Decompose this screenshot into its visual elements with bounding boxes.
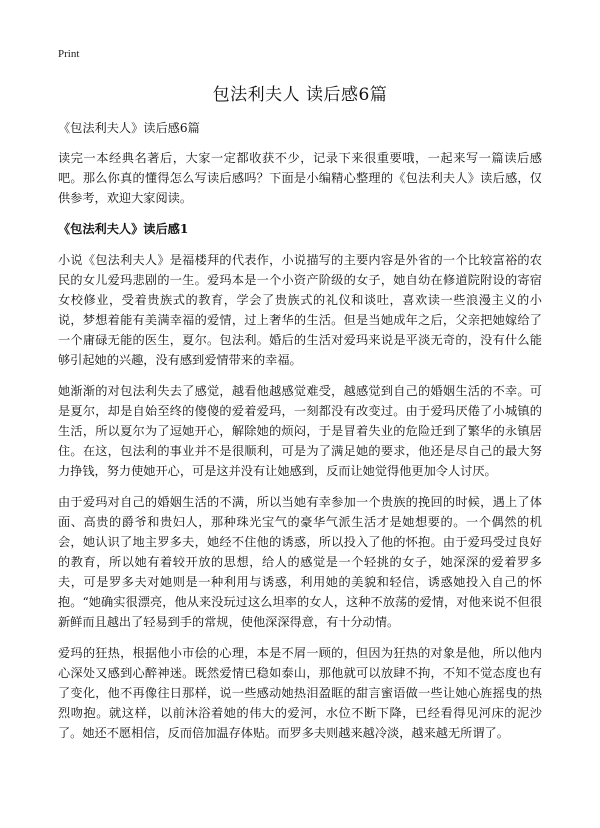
body-paragraph-3: 由于爱玛对自己的婚姻生活的不满，所以当她有幸参加一个贵族的挽回的时候，遇上了体面、高贵的爵爷和贵妇人，那种珠光宝气的豪华气派生活才是她想要的。一个偶然的机会，她认识了地主罗多夫，她经不住他的诱惑，所以投入了他的怀抱。由于爱玛受过良好的教育，所以她有着较开放的思想，给人的感觉是一个轻挑的女子，她深深的爱着罗多夫，可是罗多夫对她则是一种利用与诱惑，利用她的美貌和轻信，诱惑她投入自己的怀抱。“她确实很漂亮，他从来没玩过这么坦率的女人，这种不放荡的爱情，对他来说不但很新鲜而且越出了轻易到手的常规，使他深深得意，有十分动情。 (58, 495, 542, 629)
article-body (58, 118, 542, 754)
body-paragraph-2: 她渐渐的对包法利失去了感觉，越看他越感觉难受，越感觉到自己的婚姻生活的不幸。可是夏尔，却是自始至终的傻傻的爱着爱玛，一刻都没有改变过。由于爱玛厌倦了小城镇的生活，所以夏尔为了逗她开心，解除她的烦闷，于是冒着失业的危险迁到了繁华的永镇居住。在这，包法利的事业并不是很顺利，可是为了满足她的要求，他还是尽自己的最大努力挣钱，努力使她开心，可是这并没有让她感到，反而让她觉得他更加令人讨厌。 (58, 384, 542, 478)
body-paragraph-4: 爱玛的狂热，根据他小市侩的心理，本是不屑一顾的，但因为狂热的对象是他，所以他内心深处又感到心醉神迷。既然爱情已稳如泰山，那他就可以放肆不拘，不知不觉态度也有了变化，他不再像往日那样，说一些感动她热泪盈眶的甜言蜜语做一些让她心旌摇曳的热烈吻抱。就这样，以前沐浴着她的伟大的爱河，水位不断下降，已经看得见河床的泥沙了。她还不愿相信，反而倍加温存体贴。而罗多夫则越来越冷淡，越来越无所谓了。 (58, 646, 542, 740)
article-subtitle: 《包法利夫人》读后感6篇 (58, 121, 200, 135)
print-label: Print (58, 48, 80, 60)
section-heading: 《包法利夫人》读后感1 (58, 222, 189, 236)
body-paragraph-1: 小说《包法利夫人》是福楼拜的代表作，小说描写的主要内容是外省的一个比较富裕的农民的女儿爱玛悲剧的一生。爱玛本是一个小资产阶级的女子，她自幼在修道院附设的寄宿女校修业，受着贵族式的教育，学会了贵族式的礼仪和谈吐，喜欢读一些浪漫主义的小说，梦想着能有美满幸福的爱情，过上奢华的生活。但是当她成年之后，父亲把她嫁给了一个庸碌无能的医生，夏尔。包法利。婚后的生活对爱玛来说是平淡无奇的，没有什么能够引起她的兴趣，没有感到爱情带来的幸福。 (58, 253, 542, 367)
intro-paragraph: 读完一本经典名著后，大家一定都收获不少，记录下来很重要哦，一起来写一篇读后感吧。那么你真的懂得怎么写读后感吗？下面是小编精心整理的《包法利夫人》读后感，仅供参考，欢迎大家阅读。 (58, 151, 542, 205)
page-title: 包法利夫人 读后感6篇 (212, 85, 388, 105)
